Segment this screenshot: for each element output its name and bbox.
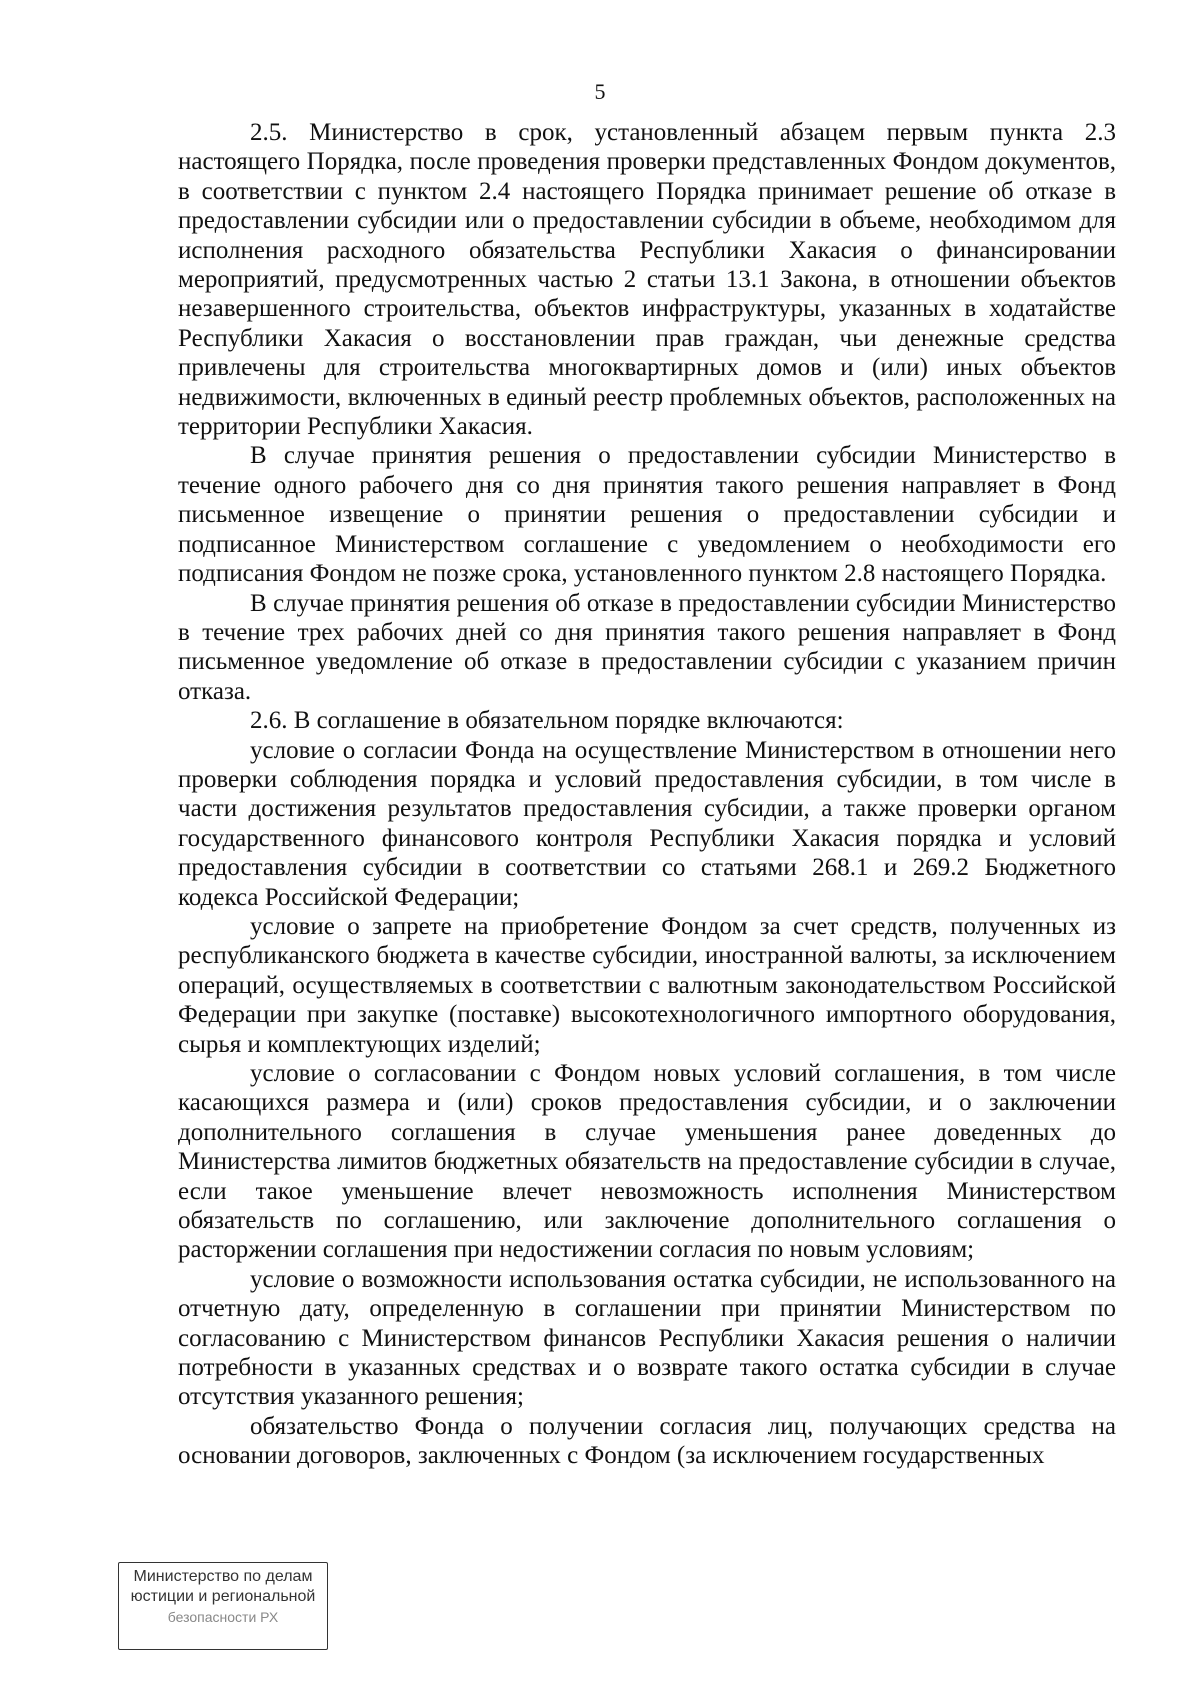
paragraph-refusal-case: В случае принятия решения об отказе в предоставлении субсидии Министерство в течение трех рабочих дней со дня принятия такого решения направляет в Фонд письменное уведомление об отказе в предоставлении субсидии с указанием причин отказа. [178, 589, 1116, 705]
paragraph-condition-remainder: условие о возможности использования остатка субсидии, не использованного на отчетную дату, определенную в соглашении при принятии Министерством по согласованию с Министерством финансов Республики Хакасия решения о наличии потребности в указанных средствах и о возврате такого остатка субсидии в случае отсутствия указанного решения; [178, 1265, 1116, 1411]
paragraph-2-6: 2.6. В соглашение в обязательном порядке включаются: [250, 707, 844, 735]
stamp-line-3: безопасности РХ [167, 1609, 279, 1625]
paragraph-2-5: 2.5. Министерство в срок, установленный абзацем первым пункта 2.3 настоящего Порядка, после проведения проверки представленных Фондом документов, в соответствии с пунктом 2.4 настоящего Порядка принимает решение об отказе в предоставлении субсидии или о предоставлении субсидии в объеме, необходимом для исполнения расходного обязательства Республики Хакасия о финансировании мероприятий, предусмотренных частью 2 статьи 13.1 Закона, в отношении объектов незавершенного строительства, объектов инфраструктуры, указанных в ходатайстве Республики Хакасия о восстановлении прав граждан, чьи денежные средства привлечены для строительства многоквартирных домов и (или) иных объектов недвижимости, включенных в единый реестр проблемных объектов, расположенных на территории Республики Хакасия. [178, 119, 1116, 441]
paragraph-condition-new-terms: условие о согласовании с Фондом новых условий соглашения, в том числе касающихся размера и (или) сроков предоставления субсидии, и о заключении дополнительного соглашения в случае уменьшения ранее доведенных до Министерства лимитов бюджетных обязательств на предоставление субсидии в случае, если такое уменьшение влечет невозможность исполнения Министерством обязательств по соглашению, или заключение дополнительного соглашения о расторжении соглашения при недостижении согласия по новым условиям; [178, 1060, 1116, 1264]
document-body [178, 118, 1116, 1471]
paragraph-approval-case: В случае принятия решения о предоставлении субсидии Министерство в течение одного рабочего дня со дня принятия такого решения направляет в Фонд письменное извещение о принятии решения о предоставлении субсидии и подписанное Министерством соглашение с уведомлением о необходимости его подписания Фондом не позже срока, установленного пунктом 2.8 настоящего Порядка. [178, 442, 1116, 588]
stamp-line-1: Министерство по делам [133, 1568, 313, 1585]
stamp-line-2: юстиции и региональной [130, 1588, 316, 1605]
ministry-stamp [118, 1562, 328, 1650]
paragraph-condition-currency: условие о запрете на приобретение Фондом за счет средств, полученных из республиканского бюджета в качестве субсидии, иностранной валюты, за исключением операций, осуществляемых в соответствии с валютным законодательством Российской Федерации при закупке (поставке) высокотехнологичного импортного оборудования, сырья и комплектующих изделий; [178, 912, 1116, 1058]
paragraph-obligation-consent: обязательство Фонда о получении согласия лиц, получающих средства на основании договоров, заключенных с Фондом (за исключением государственных [178, 1412, 1116, 1470]
paragraph-condition-inspection: условие о согласии Фонда на осуществление Министерством в отношении него проверки соблюдения порядка и условий предоставления субсидии, в том числе в части достижения результатов предоставления субсидии, а также проверки органом государственного финансового контроля Республики Хакасия порядка и условий предоставления субсидии в соответствии со статьями 268.1 и 269.2 Бюджетного кодекса Российской Федерации; [178, 736, 1116, 911]
page-number: 5 [594, 79, 606, 104]
